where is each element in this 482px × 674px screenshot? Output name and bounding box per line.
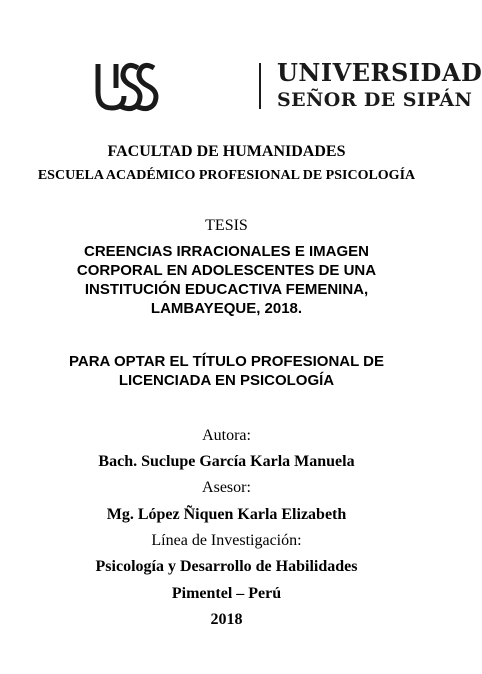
logo-line-2: SEÑOR DE SIPÁN [277,89,473,111]
purpose-line-2: LICENCIADA EN PSICOLOGÍA [118,372,335,389]
advisor-label: Asesor: [202,479,251,496]
advisor-name: Mg. López Ñiquen Karla Elizabeth [106,506,347,523]
author-label: Autora: [202,427,251,444]
thesis-title-line-3: INSTITUCIÓN EDUCACTIVA FEMENINA, [84,281,369,298]
thesis-title-line-4: LAMBAYEQUE, 2018. [150,300,303,317]
author-name: Bach. Suclupe García Karla Manuela [98,453,355,470]
school-heading: ESCUELA ACADÉMICO PROFESIONAL DE PSICOLOGÍA [37,168,416,183]
location: Pimentel – Perú [171,585,282,602]
faculty-heading: FACULTAD DE HUMANIDADES [107,143,346,160]
purpose-line-1: PARA OPTAR EL TÍTULO PROFESIONAL DE [68,353,384,370]
logo-line-1: UNIVERSIDAD [277,58,482,87]
thesis-title-line-2: CORPORAL EN ADOLESCENTES DE UNA [76,262,377,279]
logo-divider [259,63,261,109]
thesis-title-line-1: CREENCIAS IRRACIONALES E IMAGEN [83,243,370,260]
logo-wordmark [277,58,482,112]
uss-monogram-icon [94,58,156,114]
research-line-value: Psicología y Desarrollo de Habilidades [95,558,358,575]
year: 2018 [210,611,243,628]
document-type: TESIS [205,217,248,234]
university-logo [94,58,482,114]
research-line-label: Línea de Investigación: [151,532,302,549]
